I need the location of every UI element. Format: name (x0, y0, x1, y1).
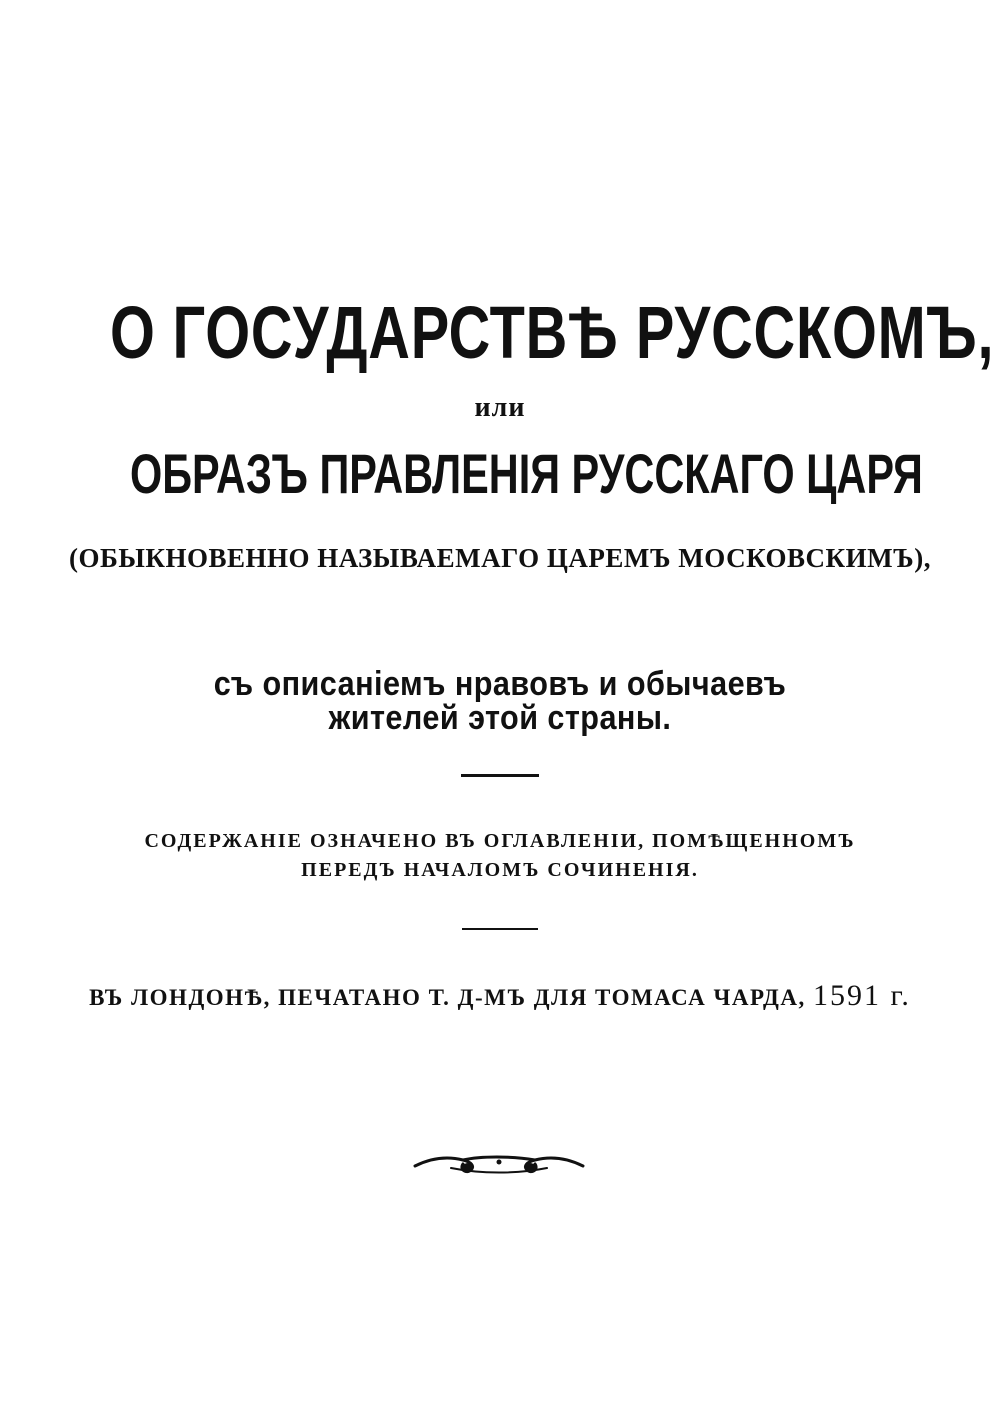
imprint (0, 980, 1000, 1014)
contents-note-line-2: ПЕРЕДЪ НАЧАЛОМЪ СОЧИНЕНІЯ. (301, 859, 699, 881)
contents-note-line-1: СОДЕРЖАНІЕ ОЗНАЧЕНО ВЪ ОГЛАВЛЕНІИ, ПОМѢЩЕННОМЪ (144, 830, 856, 852)
main-title: О ГОСУДАРСТВѢ РУССКОМЪ, (110, 291, 995, 374)
divider-rule (462, 928, 538, 930)
title-conjunction: или (474, 392, 526, 423)
description-line-1: съ описаніемъ нравовъ и обычаевъ (213, 665, 787, 703)
imprint-text: ВЪ ЛОНДОНѢ, ПЕЧАТАНО Т. Д-МЪ ДЛЯ ТОМАСА ЧАРДА, (89, 985, 806, 1010)
imprint-year: 1591 г. (813, 979, 911, 1012)
printer-ornament-icon (411, 1140, 587, 1184)
description-line-2: жителей этой страны. (328, 699, 672, 737)
divider-rule (461, 774, 539, 777)
title-parenthetical: (ОБЫКНОВЕННО НАЗЫВАЕМАГО ЦАРЕМЪ МОСКОВСКИМЪ), (69, 543, 931, 573)
subtitle: ОБРАЗЪ ПРАВЛЕНІЯ РУССКАГО ЦАРЯ (130, 442, 923, 505)
